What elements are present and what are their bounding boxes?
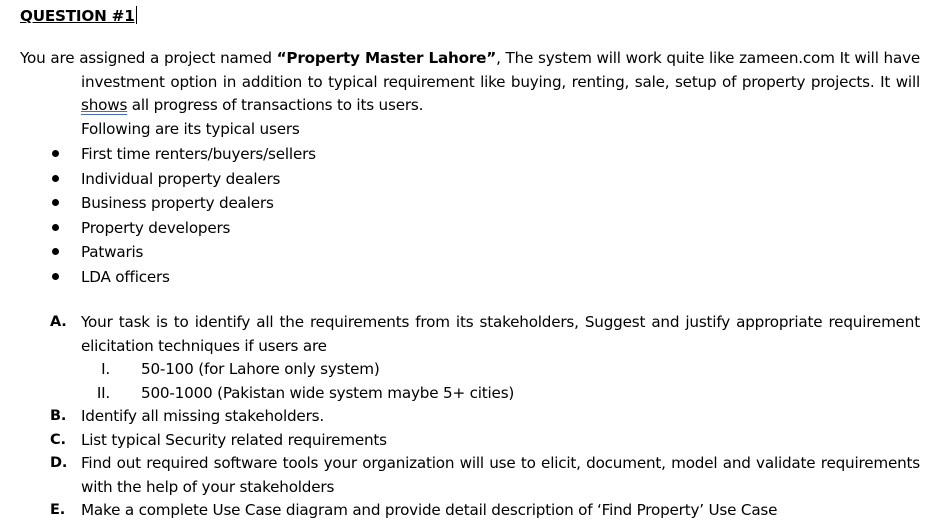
user-type: Individual property dealers: [81, 169, 281, 188]
list-item: [0, 240, 938, 265]
question-heading-text: QUESTION #1: [20, 7, 135, 25]
task-line: List typical Security related requirements: [81, 430, 387, 449]
user-type: Property developers: [81, 218, 231, 237]
task-letter: E.: [50, 502, 66, 518]
task-body: [81, 499, 920, 523]
task-item-e: [0, 499, 938, 523]
intro-line-4: Following are its typical users: [81, 119, 300, 138]
intro-line-1-end: , The system will work quite like zameen.com It will have: [496, 49, 921, 67]
user-type: LDA officers: [81, 267, 170, 286]
task-list: [0, 311, 938, 523]
intro-paragraph: [81, 71, 920, 142]
task-item-a: [0, 311, 938, 358]
user-type: Patwaris: [81, 243, 144, 261]
intro-line-1-start: You are assigned a project named: [20, 49, 277, 67]
task-letter: A.: [50, 314, 67, 330]
list-item: [0, 191, 938, 216]
users-bullet-list: [0, 142, 938, 289]
grammar-flagged-word[interactable]: shows: [81, 96, 128, 114]
task-line: Find out required software tools your organization will use to elicit, document, model and validate requirements: [81, 454, 920, 472]
task-item-b: [0, 405, 938, 429]
task-body: [81, 311, 920, 358]
task-letter: D.: [50, 455, 68, 471]
list-item: [0, 142, 938, 167]
task-body: [81, 405, 920, 429]
task-letter: B.: [50, 408, 67, 424]
bullet-icon: [52, 175, 59, 182]
bullet-icon: [52, 273, 59, 280]
task-item-c: [0, 429, 938, 453]
task-letter: C.: [50, 431, 66, 448]
list-item: [0, 265, 938, 290]
subtask-item-2: [0, 382, 938, 406]
subtask-number: II.: [96, 383, 110, 402]
subtask-text: 50-100 (for Lahore only system): [141, 360, 380, 378]
user-type: First time renters/buyers/sellers: [81, 145, 316, 163]
task-line: Your task is to identify all the requirements from its stakeholders, Suggest and justify appropriate requirement: [81, 313, 920, 331]
list-item: [0, 216, 938, 241]
subtask-number: I.: [101, 360, 110, 378]
bullet-icon: [52, 224, 59, 231]
user-type: Business property dealers: [81, 194, 274, 212]
intro-line-1: [20, 47, 920, 71]
intro-line-2: investment option in addition to typical requirement like buying, renting, sale, setup of property projects. It will: [81, 72, 920, 91]
text-cursor: [136, 6, 137, 24]
bullet-icon: [52, 248, 59, 255]
subtask-item-1: [0, 358, 938, 382]
task-body: [81, 452, 920, 499]
bullet-icon: [52, 150, 59, 157]
task-line: elicitation techniques if users are: [81, 336, 327, 355]
task-line: Make a complete Use Case diagram and provide detail description of ‘Find Property’ Use Case: [81, 501, 778, 519]
list-item: [0, 167, 938, 192]
task-item-d: [0, 452, 938, 499]
task-line: Identify all missing stakeholders.: [81, 407, 324, 425]
intro-line-3: [81, 94, 920, 118]
subtask-text: 500-1000 (Pakistan wide system maybe 5+ cities): [141, 383, 515, 402]
question-heading: [20, 6, 137, 26]
task-line: with the help of your stakeholders: [81, 477, 335, 496]
bullet-icon: [52, 199, 59, 206]
intro-line-3-rest: all progress of transactions to its users.: [127, 96, 424, 114]
project-name: “Property Master Lahore”: [276, 49, 497, 67]
task-body: [81, 429, 920, 453]
